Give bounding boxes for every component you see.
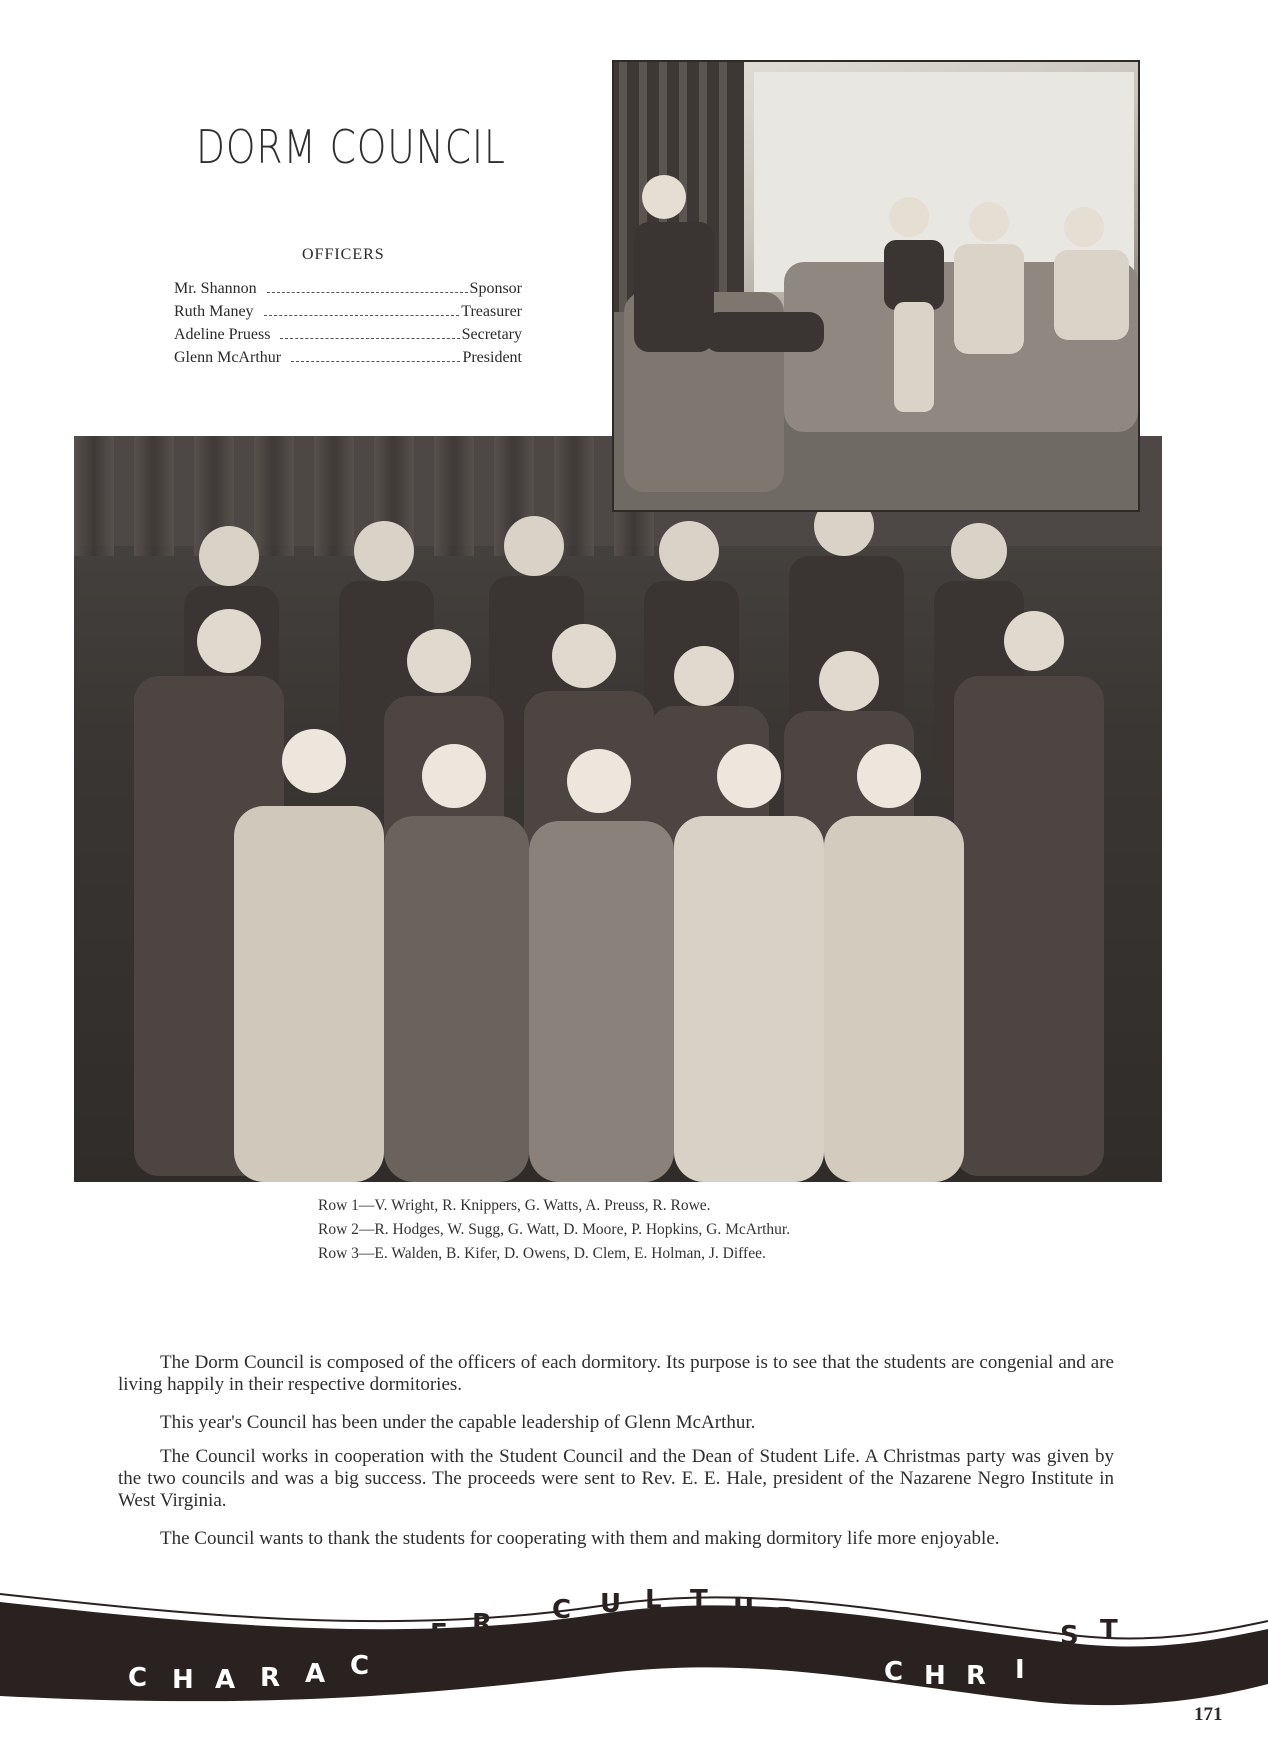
officer-name: Mr. Shannon <box>174 280 257 297</box>
paragraph: The Council works in cooperation with the Student Council and the Dean of Student Life. A Christmas party was given by the two councils and was a big success. The proceeds were sent to Rev. E. E. Hale, president of the Nazarene Negro Institute in West Virginia. <box>118 1446 1114 1511</box>
paragraph: This year's Council has been under the capable leadership of Glenn McArthur. <box>160 1412 756 1433</box>
officer-role: President <box>462 349 522 366</box>
page-title: DORM COUNCIL <box>196 120 506 174</box>
officer-role: Secretary <box>461 326 522 343</box>
officer-name: Glenn McArthur <box>174 349 282 366</box>
banner-text-christ: C H R I <box>884 1655 1025 1691</box>
group-photo <box>74 436 1162 1182</box>
dotted-leader <box>267 292 468 293</box>
dotted-leader <box>280 338 459 339</box>
motto-banner <box>0 1584 1268 1734</box>
dotted-leader <box>264 315 460 316</box>
officer-row <box>174 349 522 371</box>
officer-role: Treasurer <box>461 303 522 320</box>
officer-name: Ruth Maney <box>174 303 254 320</box>
caption-row-1: Row 1—V. Wright, R. Knippers, G. Watts, A. Preuss, R. Rowe. <box>318 1197 711 1214</box>
page-number: 171 <box>1194 1704 1223 1725</box>
banner-text-culture: C U L T U R E <box>552 1585 836 1645</box>
caption-row-3: Row 3—E. Walden, B. Kifer, D. Owens, D. Clem, E. Holman, J. Diffee. <box>318 1245 766 1262</box>
banner-text-christ-tail: S T <box>1060 1615 1118 1651</box>
officer-row <box>174 280 522 302</box>
officer-role: Sponsor <box>469 280 522 297</box>
group-photo-illustration <box>74 436 1162 1182</box>
caption-row-2: Row 2—R. Hodges, W. Sugg, G. Watt, D. Moore, P. Hopkins, G. McArthur. <box>318 1221 791 1238</box>
officers-photo-illustration <box>614 62 1138 510</box>
officer-row <box>174 326 522 348</box>
officers-heading: OFFICERS <box>302 246 385 263</box>
officer-row <box>174 303 522 325</box>
paragraph: The Dorm Council is composed of the officers of each dormitory. Its purpose is to see that the students are congenial and are living happily in their respective dormitories. <box>118 1352 1114 1395</box>
officer-name: Adeline Pruess <box>174 326 271 343</box>
officers-photo <box>612 60 1140 512</box>
paragraph: The Council wants to thank the students for cooperating with them and making dormitory life more enjoyable. <box>160 1528 1000 1549</box>
banner-text-character: C H A R A C <box>128 1651 372 1695</box>
wavy-ribbon <box>0 1584 1268 1734</box>
dotted-leader <box>291 361 460 362</box>
banner-text-ter: T E R <box>390 1609 493 1657</box>
